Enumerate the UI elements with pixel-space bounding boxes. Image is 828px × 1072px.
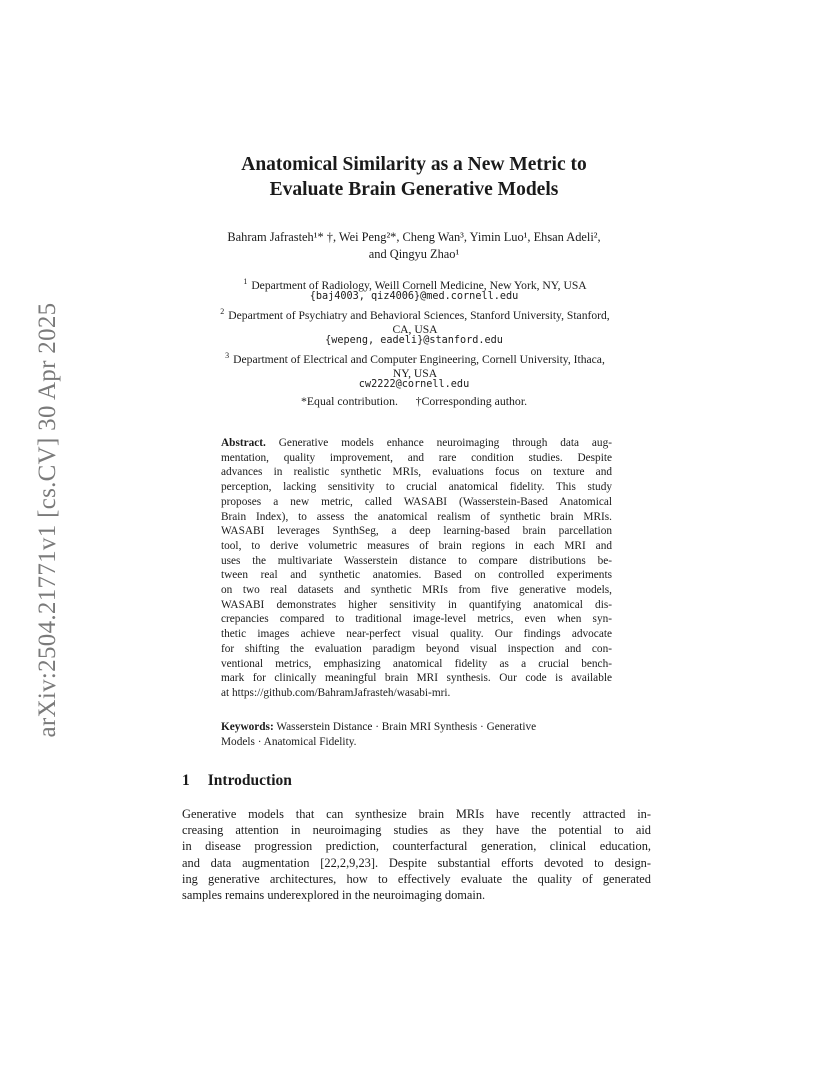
arxiv-identifier: arXiv:2504.21771v1 [cs.CV] 30 Apr 2025 xyxy=(34,302,61,738)
author-list xyxy=(150,229,678,263)
abstract-line: mark for clinically meaningful brain MRI synthesis. Our code is available xyxy=(221,672,612,685)
abstract-line: thetic images achieve near-perfect visual quality. Our findings advocate xyxy=(221,628,612,641)
affiliation-3-email: cw2222@cornell.edu xyxy=(358,379,470,390)
affiliation-text: Department of Psychiatry and Behavioral Sciences, Stanford University, Stanford, xyxy=(228,308,610,322)
abstract-line: crepancies compared to traditional image-level metrics, even when syn- xyxy=(221,613,612,626)
abstract-line: perception, lacking sensitivity to crucial anatomical fidelity. This study xyxy=(221,481,612,494)
abstract-line: for shifting the evaluation paradigm beyond visual inspection and con- xyxy=(221,642,612,655)
abstract-line: Brain Index), to assess the anatomical realism of synthetic brain MRIs. xyxy=(221,510,612,523)
abstract-line: on two real datasets and synthetic MRIs from five generative models, xyxy=(221,584,612,597)
abstract xyxy=(221,436,612,701)
equal-contribution-note: *Equal contribution. xyxy=(300,394,398,408)
abstract-line xyxy=(221,436,612,451)
abstract-line: proposes a new metric, called WASABI (Wasserstein-Based Anatomical xyxy=(221,495,612,508)
body-line: and data augmentation [22,2,9,23]. Despite substantial efforts devoted to design- xyxy=(182,855,651,870)
author-line: and Qingyu Zhao¹ xyxy=(368,247,460,261)
affiliation-1-email: {baj4003, qiz4006}@med.cornell.edu xyxy=(309,291,519,302)
section-number: 1 xyxy=(182,772,190,789)
abstract-line: tween real and synthetic anatomies. Based on controlled experiments xyxy=(221,569,612,582)
corresponding-author-note: †Corresponding author. xyxy=(415,394,528,408)
title-line: Evaluate Brain Generative Models xyxy=(269,179,559,200)
affiliation-text: Department of Electrical and Computer Engineering, Cornell University, Ithaca, xyxy=(233,352,605,366)
keywords-line xyxy=(221,720,612,735)
affiliation-text: CA, USA xyxy=(392,323,438,337)
abstract-line: WASABI leverages SynthSeg, a deep learning-based brain parcellation xyxy=(221,525,612,538)
affiliation-text: Department of Radiology, Weill Cornell Medicine, New York, NY, USA xyxy=(251,278,587,292)
abstract-line: tool, to derive volumetric measures of brain regions in each MRI and xyxy=(221,539,612,552)
body-line: creasing attention in neuroimaging studies as they have the potential to aid xyxy=(182,823,651,838)
paper-title xyxy=(0,152,828,202)
keywords-line: Models · Anatomical Fidelity. xyxy=(221,735,357,748)
affiliation-3 xyxy=(180,349,650,382)
affiliation-2-email: {wepeng, eadeli}@stanford.edu xyxy=(325,335,503,346)
body-line: in disease progression prediction, counterfactural generation, clinical education, xyxy=(182,839,651,854)
abstract-text: Generative models enhance neuroimaging through data aug- xyxy=(278,437,612,449)
affiliation-2 xyxy=(180,305,650,338)
section-heading xyxy=(182,772,292,790)
body-line: ing generative architectures, how to effectively evaluate the quality of generated xyxy=(182,871,651,886)
section-title: Introduction xyxy=(207,772,292,789)
abstract-line: advances in realistic synthetic MRIs, evaluations focus on texture and xyxy=(221,466,612,479)
affiliation-number: 2 xyxy=(220,307,225,316)
abstract-line: WASABI demonstrates higher sensitivity in quantifying anatomical dis- xyxy=(221,598,612,611)
body-line: samples remains underexplored in the neuroimaging domain. xyxy=(182,888,486,903)
title-line: Anatomical Similarity as a New Metric to xyxy=(241,154,587,175)
affiliation-number: 3 xyxy=(225,351,230,360)
abstract-line: ventional metrics, emphasizing anatomical fidelity as a crucial bench- xyxy=(221,657,612,670)
abstract-line: uses the multivariate Wasserstein distance to compare distributions be- xyxy=(221,554,612,567)
keywords-label: Keywords: xyxy=(221,721,274,733)
keywords-text: Wasserstein Distance · Brain MRI Synthesis · Generative xyxy=(276,721,537,733)
abstract-line: at https://github.com/BahramJafrasteh/wasabi-mri. xyxy=(221,686,451,699)
affiliation-number: 1 xyxy=(243,277,248,286)
body-line: Generative models that can synthesize brain MRIs have recently attracted in- xyxy=(182,807,651,821)
abstract-line: mentation, quality improvement, and rare condition studies. Despite xyxy=(221,451,612,464)
keywords xyxy=(221,720,612,749)
contribution-note xyxy=(0,394,828,409)
affiliation-text: NY, USA xyxy=(392,367,438,381)
author-line: Bahram Jafrasteh¹* †, Wei Peng²*, Cheng Wan³, Yimin Luo¹, Ehsan Adeli², xyxy=(227,230,601,244)
abstract-label: Abstract. xyxy=(221,437,266,449)
introduction-paragraph xyxy=(182,806,651,903)
